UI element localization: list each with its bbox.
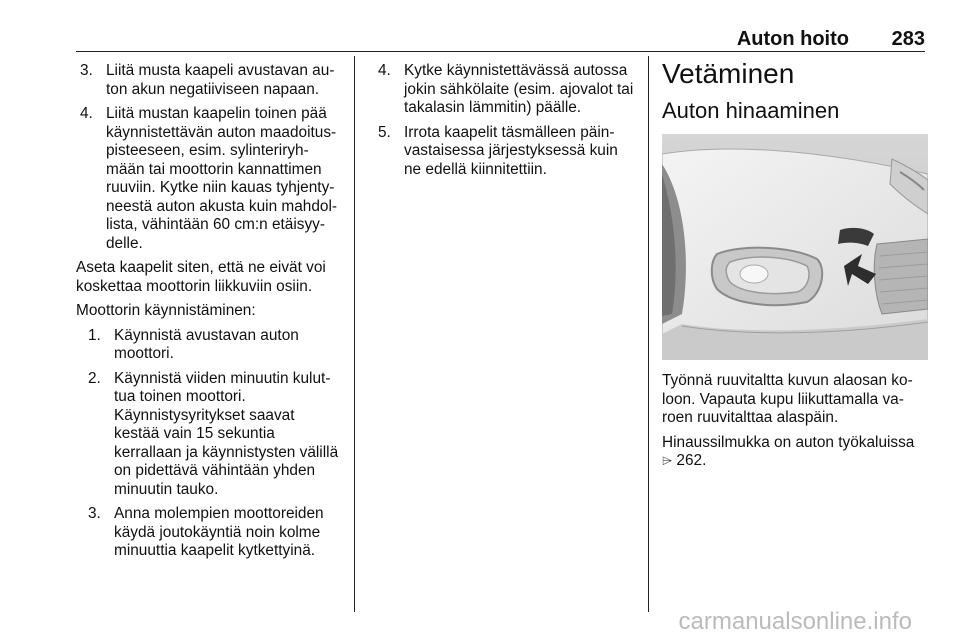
list-item: [76, 105, 342, 253]
list-number: 4.: [378, 62, 391, 79]
list-text: Anna molempien moottoreiden käydä joutokäyntiä noin kolme minuuttia kaapelit kytkettyinä.: [114, 505, 324, 559]
list-item: [76, 62, 342, 99]
list-item: [84, 370, 342, 500]
list-number: 1.: [88, 326, 101, 344]
list-item: [84, 327, 342, 364]
column-3: [662, 58, 928, 477]
towing-eye-cover-illustration: [662, 134, 928, 360]
list-text: Liitä musta kaapeli avustavan auton akun negatiiviseen napaan.: [106, 62, 335, 98]
paragraph: Aseta kaapelit siten, että ne eivät voi koskettaa moottorin liikkuviin osiin.: [76, 259, 326, 295]
column-divider-1: [354, 56, 355, 612]
list-text: Liitä mustan kaapelin toinen pää käynnistettävän auton maadoituspisteeseen, esim. sylinteriryhmään tai moottorin kannattimen ruuviin. Kytke niin kauas tyhjentyneestä auton akusta kuin mahdollista, vähintään 60 cm:n etäisyydelle.: [106, 105, 338, 252]
paragraph: [662, 434, 928, 471]
list-text: Kytke käynnistettävässä autossa jokin sähkölaite (esim. ajovalot tai takalasin lämmitin) päälle.: [404, 62, 634, 116]
column-1: [76, 62, 342, 567]
paragraph: Moottorin käynnistäminen:: [76, 302, 256, 319]
paragraph-text: Hinaussilmukka on auton työkaluissa: [662, 433, 915, 451]
page-number: 283: [891, 28, 925, 50]
connection-steps-list: [76, 62, 342, 253]
reference-arrow-icon: ⌲: [662, 453, 673, 468]
column-divider-2: [648, 56, 649, 612]
section-heading: Vetäminen: [662, 58, 795, 89]
paragraph: Työnnä ruuvitaltta kuvun alaosan koloon. Vapauta kupu liikuttamalla varoen ruuvitalttaa alaspäin.: [662, 372, 913, 426]
start-steps-list: [84, 327, 342, 561]
page-header: [76, 24, 925, 52]
list-number: 5.: [378, 123, 391, 141]
list-number: 3.: [88, 505, 101, 522]
continuation-steps-list: [374, 62, 636, 179]
list-text: Käynnistä viiden minuutin kuluttua toinen moottori. Käynnistysyritykset saavat kestää vain 15 sekuntia kerrallaan ja käynnistysten välillä on pidettävä vähintään yhden minuutin tauko.: [114, 369, 339, 498]
list-number: 3.: [80, 62, 93, 79]
subsection-heading: Auton hinaaminen: [662, 98, 840, 123]
column-2: [374, 62, 636, 185]
list-number: 4.: [80, 105, 93, 122]
page-reference[interactable]: 262.: [676, 452, 707, 469]
list-text: Käynnistä avustavan auton moottori.: [114, 326, 299, 362]
chapter-title: Auton hoito: [736, 28, 849, 50]
list-text: Irrota kaapelit täsmälleen päinvastaisessa järjestyksessä kuin ne edellä kiinnitettiin.: [404, 123, 618, 178]
list-item: [374, 62, 636, 118]
list-number: 2.: [88, 369, 101, 387]
list-item: [84, 505, 342, 561]
watermark: carmanualsonline.info: [678, 608, 912, 635]
list-item: [374, 124, 636, 180]
